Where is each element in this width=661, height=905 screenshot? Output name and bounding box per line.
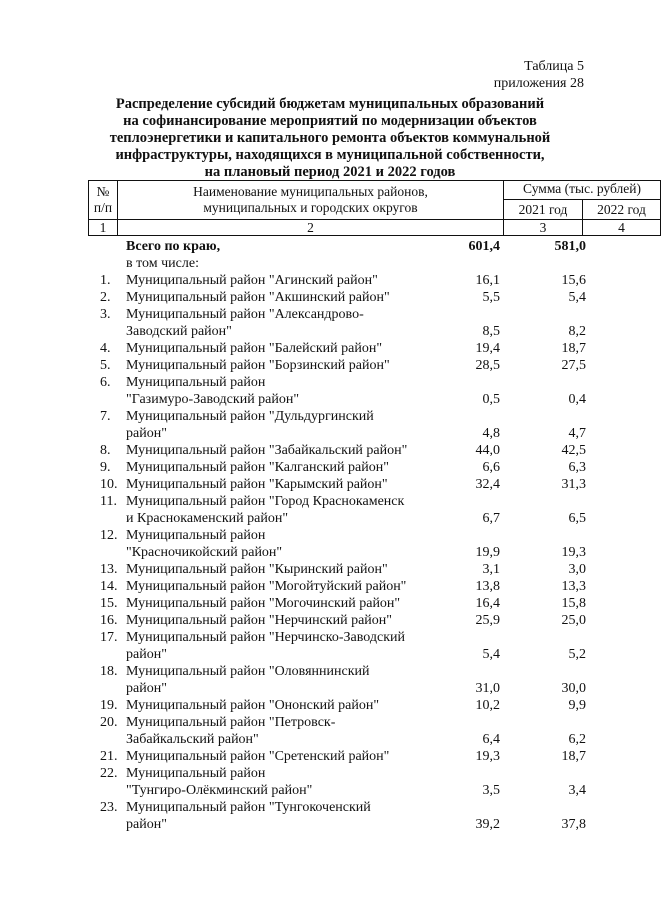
row-name-line: район" bbox=[126, 647, 167, 662]
row-name-line: Муниципальный район "Агинский район" bbox=[126, 273, 378, 288]
row-value-2022: 13,3 bbox=[561, 579, 586, 594]
row-number: 7. bbox=[100, 409, 111, 424]
row-value-2021: 19,4 bbox=[475, 341, 500, 356]
table-row bbox=[88, 697, 588, 714]
title-line: на софинансирование мероприятий по модернизации объектов bbox=[123, 113, 537, 129]
row-name bbox=[126, 714, 414, 748]
district-rows bbox=[88, 272, 588, 833]
table-caption bbox=[494, 58, 584, 92]
row-value-2022: 6,3 bbox=[568, 460, 586, 475]
row-value-2021: 25,9 bbox=[475, 613, 500, 628]
row-number: 20. bbox=[100, 715, 118, 730]
document-title bbox=[95, 96, 565, 181]
row-value-2022: 30,0 bbox=[561, 681, 586, 696]
row-name-line: и Краснокаменский район" bbox=[126, 511, 289, 526]
row-name bbox=[126, 799, 414, 833]
row-name bbox=[126, 306, 414, 340]
row-name-line: Муниципальный район bbox=[126, 528, 266, 543]
header-name-line: Наименование муниципальных районов, bbox=[193, 184, 428, 199]
table-row bbox=[88, 374, 588, 408]
row-value-2021: 32,4 bbox=[475, 477, 500, 492]
row-number: 11. bbox=[100, 494, 117, 509]
table-row bbox=[88, 289, 588, 306]
header-number bbox=[88, 180, 118, 220]
row-value-2022: 9,9 bbox=[568, 698, 586, 713]
row-name bbox=[126, 765, 414, 799]
row-name-line: Муниципальный район "Балейский район" bbox=[126, 341, 383, 356]
row-value-2022: 19,3 bbox=[561, 545, 586, 560]
table-row bbox=[88, 272, 588, 289]
including-row bbox=[88, 255, 588, 272]
table-row bbox=[88, 442, 588, 459]
row-name-line: Муниципальный район "Дульдургинский bbox=[126, 409, 374, 424]
row-number: 19. bbox=[100, 698, 118, 713]
table-row bbox=[88, 765, 588, 799]
row-value-2022: 27,5 bbox=[561, 358, 586, 373]
row-number: 16. bbox=[100, 613, 118, 628]
row-name bbox=[126, 357, 414, 374]
header-name-line: муниципальных и городских округов bbox=[203, 200, 418, 215]
row-name bbox=[126, 459, 414, 476]
row-name bbox=[126, 578, 414, 595]
row-value-2021: 31,0 bbox=[475, 681, 500, 696]
table-row bbox=[88, 340, 588, 357]
column-index-2: 2 bbox=[117, 219, 504, 236]
row-value-2021: 8,5 bbox=[482, 324, 500, 339]
row-value-2022: 3,0 bbox=[568, 562, 586, 577]
row-value-2022: 5,4 bbox=[568, 290, 586, 305]
row-value-2022: 15,6 bbox=[561, 273, 586, 288]
total-label: Всего по краю, bbox=[126, 239, 221, 254]
row-value-2022: 15,8 bbox=[561, 596, 586, 611]
header-name bbox=[117, 180, 504, 220]
row-value-2022: 0,4 bbox=[568, 392, 586, 407]
table-body bbox=[88, 238, 588, 833]
row-name bbox=[126, 408, 414, 442]
row-value-2021: 44,0 bbox=[475, 443, 500, 458]
column-index-4: 4 bbox=[582, 219, 661, 236]
table-row bbox=[88, 476, 588, 493]
row-name bbox=[126, 629, 414, 663]
total-row bbox=[88, 238, 588, 255]
table-row bbox=[88, 527, 588, 561]
row-number: 8. bbox=[100, 443, 111, 458]
row-name bbox=[126, 442, 414, 459]
row-value-2021: 16,4 bbox=[475, 596, 500, 611]
row-number: 21. bbox=[100, 749, 118, 764]
row-name bbox=[126, 340, 414, 357]
row-name-line: Муниципальный район "Петровск- bbox=[126, 715, 336, 730]
row-name-line: Муниципальный район "Могойтуйский район" bbox=[126, 579, 407, 594]
title-line: на плановый период 2021 и 2022 годов bbox=[204, 164, 456, 180]
row-name-line: Муниципальный район "Борзинский район" bbox=[126, 358, 390, 373]
row-value-2022: 3,4 bbox=[568, 783, 586, 798]
row-name-line: Муниципальный район "Сретенский район" bbox=[126, 749, 390, 764]
header-year-2021: 2021 год bbox=[503, 199, 583, 220]
table-row bbox=[88, 612, 588, 629]
row-name-line: Муниципальный район "Оловяннинский bbox=[126, 664, 370, 679]
row-name-line: Муниципальный район "Кыринский район" bbox=[126, 562, 388, 577]
row-value-2021: 5,4 bbox=[482, 647, 500, 662]
row-number: 6. bbox=[100, 375, 111, 390]
table-row bbox=[88, 748, 588, 765]
row-name-line: "Тунгиро-Олёкминский район" bbox=[126, 783, 313, 798]
table-header bbox=[88, 180, 646, 236]
row-value-2022: 37,8 bbox=[561, 817, 586, 832]
row-name-line: Муниципальный район "Ононский район" bbox=[126, 698, 380, 713]
header-number-sign: № bbox=[96, 184, 110, 199]
column-index-1: 1 bbox=[88, 219, 118, 236]
table-row bbox=[88, 629, 588, 663]
row-name bbox=[126, 748, 414, 765]
row-value-2021: 6,7 bbox=[482, 511, 500, 526]
row-value-2022: 25,0 bbox=[561, 613, 586, 628]
row-name-line: район" bbox=[126, 681, 167, 696]
row-name bbox=[126, 595, 414, 612]
caption-table-number: Таблица 5 bbox=[524, 59, 584, 74]
row-value-2021: 6,4 bbox=[482, 732, 500, 747]
caption-appendix: приложения 28 bbox=[493, 76, 584, 91]
row-number: 10. bbox=[100, 477, 118, 492]
header-number-abbr: п/п bbox=[93, 200, 113, 215]
row-value-2022: 18,7 bbox=[561, 341, 586, 356]
row-value-2022: 8,2 bbox=[568, 324, 586, 339]
row-number: 4. bbox=[100, 341, 111, 356]
row-name-line: Муниципальный район "Калганский район" bbox=[126, 460, 389, 475]
row-value-2021: 3,1 bbox=[482, 562, 500, 577]
table-row bbox=[88, 663, 588, 697]
table-row bbox=[88, 714, 588, 748]
table-row bbox=[88, 459, 588, 476]
row-name-line: Муниципальный район "Александрово- bbox=[126, 307, 364, 322]
row-value-2021: 0,5 bbox=[482, 392, 500, 407]
row-name bbox=[126, 476, 414, 493]
row-name-line: Муниципальный район "Карымский район" bbox=[126, 477, 388, 492]
table-row bbox=[88, 561, 588, 578]
row-number: 12. bbox=[100, 528, 118, 543]
row-number: 18. bbox=[100, 664, 118, 679]
header-year-2022: 2022 год bbox=[582, 199, 661, 220]
title-line: теплоэнергетики и капитального ремонта объектов коммунальной bbox=[109, 130, 551, 146]
row-value-2022: 31,3 bbox=[561, 477, 586, 492]
row-value-2021: 28,5 bbox=[475, 358, 500, 373]
table-row bbox=[88, 408, 588, 442]
table-row bbox=[88, 493, 588, 527]
row-number: 22. bbox=[100, 766, 118, 781]
row-name-line: Муниципальный район bbox=[126, 375, 266, 390]
row-name-line: "Газимуро-Заводский район" bbox=[126, 392, 300, 407]
row-name-line: Муниципальный район "Тунгокоченский bbox=[126, 800, 371, 815]
row-value-2021: 10,2 bbox=[475, 698, 500, 713]
row-name bbox=[126, 561, 414, 578]
row-number: 5. bbox=[100, 358, 111, 373]
table-row bbox=[88, 306, 588, 340]
row-value-2021: 4,8 bbox=[482, 426, 500, 441]
title-line: Распределение субсидий бюджетам муниципальных образований bbox=[115, 96, 545, 112]
row-number: 9. bbox=[100, 460, 111, 475]
row-name bbox=[126, 612, 414, 629]
row-name-line: Муниципальный район "Нерчинский район" bbox=[126, 613, 392, 628]
column-index-3: 3 bbox=[503, 219, 583, 236]
row-name-line: "Красночикойский район" bbox=[126, 545, 283, 560]
total-2022: 581,0 bbox=[554, 239, 586, 254]
including-label: в том числе: bbox=[126, 256, 199, 271]
row-value-2021: 39,2 bbox=[475, 817, 500, 832]
row-value-2022: 18,7 bbox=[561, 749, 586, 764]
row-number: 1. bbox=[100, 273, 111, 288]
row-name bbox=[126, 697, 414, 714]
row-value-2022: 4,7 bbox=[568, 426, 586, 441]
table-row bbox=[88, 357, 588, 374]
header-sum: Сумма (тыс. рублей) bbox=[503, 180, 661, 200]
row-name-line: Заводский район" bbox=[126, 324, 232, 339]
table-row bbox=[88, 799, 588, 833]
row-name-line: Муниципальный район "Забайкальский район" bbox=[126, 443, 408, 458]
row-number: 23. bbox=[100, 800, 118, 815]
row-value-2021: 16,1 bbox=[475, 273, 500, 288]
total-2021: 601,4 bbox=[468, 239, 500, 254]
row-name bbox=[126, 272, 414, 289]
row-value-2022: 42,5 bbox=[561, 443, 586, 458]
row-name-line: район" bbox=[126, 426, 167, 441]
row-name-line: Забайкальский район" bbox=[126, 732, 259, 747]
row-name-line: Муниципальный район "Нерчинско-Заводский bbox=[126, 630, 406, 645]
row-number: 17. bbox=[100, 630, 118, 645]
row-name-line: Муниципальный район bbox=[126, 766, 266, 781]
table-row bbox=[88, 595, 588, 612]
row-name bbox=[126, 527, 414, 561]
row-name bbox=[126, 374, 414, 408]
row-value-2021: 6,6 bbox=[482, 460, 500, 475]
row-name-line: Муниципальный район "Могочинский район" bbox=[126, 596, 401, 611]
row-name bbox=[126, 289, 414, 306]
row-number: 14. bbox=[100, 579, 118, 594]
title-line: инфраструктуры, находящихся в муниципальной собственности, bbox=[115, 147, 545, 163]
row-value-2021: 3,5 bbox=[482, 783, 500, 798]
row-name-line: Муниципальный район "Акшинский район" bbox=[126, 290, 390, 305]
row-value-2021: 13,8 bbox=[475, 579, 500, 594]
row-value-2022: 6,5 bbox=[568, 511, 586, 526]
row-name-line: Муниципальный район "Город Краснокаменск bbox=[126, 494, 405, 509]
row-value-2021: 5,5 bbox=[482, 290, 500, 305]
row-name-line: район" bbox=[126, 817, 167, 832]
row-value-2021: 19,3 bbox=[475, 749, 500, 764]
row-value-2021: 19,9 bbox=[475, 545, 500, 560]
row-name bbox=[126, 663, 414, 697]
row-number: 3. bbox=[100, 307, 111, 322]
table-row bbox=[88, 578, 588, 595]
row-number: 15. bbox=[100, 596, 118, 611]
row-name bbox=[126, 493, 414, 527]
row-value-2022: 6,2 bbox=[568, 732, 586, 747]
row-number: 13. bbox=[100, 562, 118, 577]
row-value-2022: 5,2 bbox=[568, 647, 586, 662]
row-number: 2. bbox=[100, 290, 111, 305]
